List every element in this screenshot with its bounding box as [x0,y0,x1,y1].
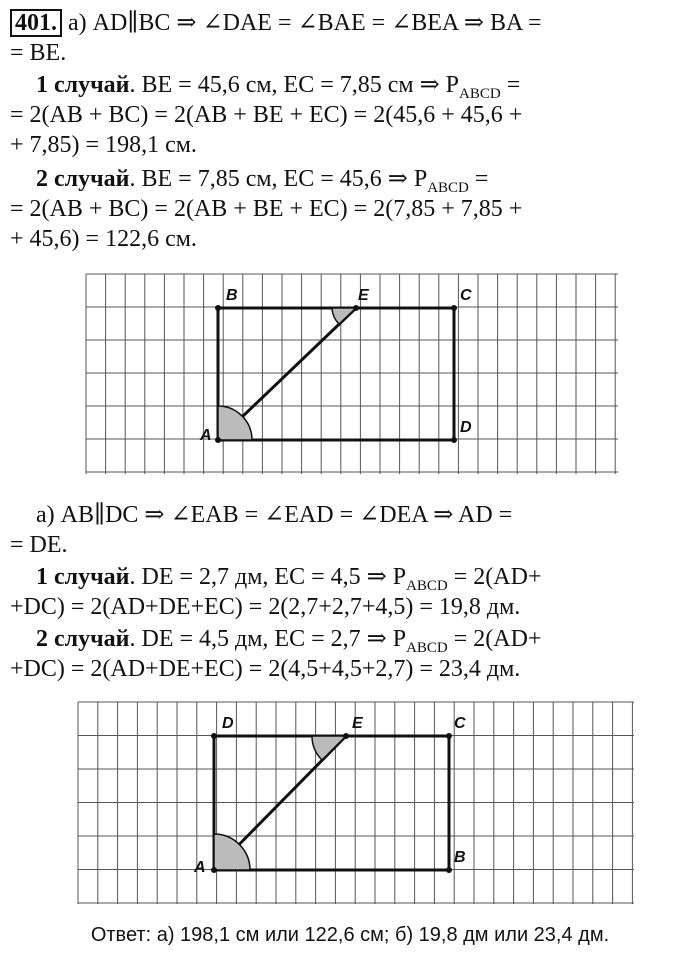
figure1-label-b: B [226,287,238,304]
part1-case2-line3: + 45,6) = 122,6 см. [10,226,197,252]
figure1-grid [86,274,618,474]
figure2-label-a: A [194,859,206,876]
figure1-label-e: E [358,287,369,304]
part1-statement-line1: а) AD∥BC ⇒ ∠DAE = ∠BAE = ∠BEA ⇒ BA = [68,10,542,36]
p-subscript: ABCD [406,577,448,594]
eq-tail: = [468,166,489,192]
figure2-angle-e [312,736,346,760]
case2-text: . DE = 4,5 дм, EC = 2,7 ⇒ P [129,626,407,652]
case2-tail: = 2(AD+ [447,626,542,652]
p-subscript: ABCD [427,179,469,196]
case1-tail: = 2(AD+ [447,564,542,590]
part1-case2-line2: = 2(AB + BC) = 2(AB + BE + EC) = 2(7,85 + 7,85 + [10,196,523,222]
case2-text: . BE = 7,85 см, EC = 45,6 ⇒ P [129,166,428,192]
case2-label: 2 случай [36,626,130,652]
case1-label: 1 случай [36,72,130,98]
p-subscript: ABCD [406,639,448,656]
problem-number: 401. [10,9,62,37]
figure1-rectangle [218,308,454,440]
part2-case1-line2: +DC) = 2(AD+DE+EC) = 2(2,7+2,7+4,5) = 19,8 дм. [10,594,521,620]
p-subscript: ABCD [459,85,501,102]
figure1-angle-e [332,308,356,324]
part1-case1-line3: + 7,85) = 198,1 см. [10,132,197,158]
part2-statement-line2: = DE. [10,532,68,558]
figure2-label-e: E [352,715,363,732]
part1-case1-line2: = 2(AB + BC) = 2(AB + BE + EC) = 2(45,6 + 45,6 + [10,102,523,128]
part1-statement-line2: = BE. [10,40,67,66]
figure2-label-b: B [454,849,466,866]
part2-statement-line1: а) AB∥DC ⇒ ∠EAB = ∠EAD = ∠DEA ⇒ AD = [36,502,513,528]
answer-line: Ответ: а) 198,1 см или 122,6 см; б) 19,8 дм или 23,4 дм. [90,924,610,946]
figure1-label-d: D [460,419,472,436]
figure2-label-c: C [454,715,466,732]
case1-text: . BE = 45,6 см, EC = 7,85 см ⇒ P [129,72,460,98]
case2-label: 2 случай [36,166,130,192]
eq-tail: = [500,72,521,98]
figure2-grid [78,702,634,904]
case1-text: . DE = 2,7 дм, EC = 4,5 ⇒ P [129,564,407,590]
figure2-label-d: D [222,715,234,732]
figure1-label-c: C [460,287,472,304]
figure1-label-a: A [200,427,212,444]
case1-label: 1 случай [36,564,130,590]
part2-case2-line2: +DC) = 2(AD+DE+EC) = 2(4,5+4,5+2,7) = 23,4 дм. [10,656,521,682]
